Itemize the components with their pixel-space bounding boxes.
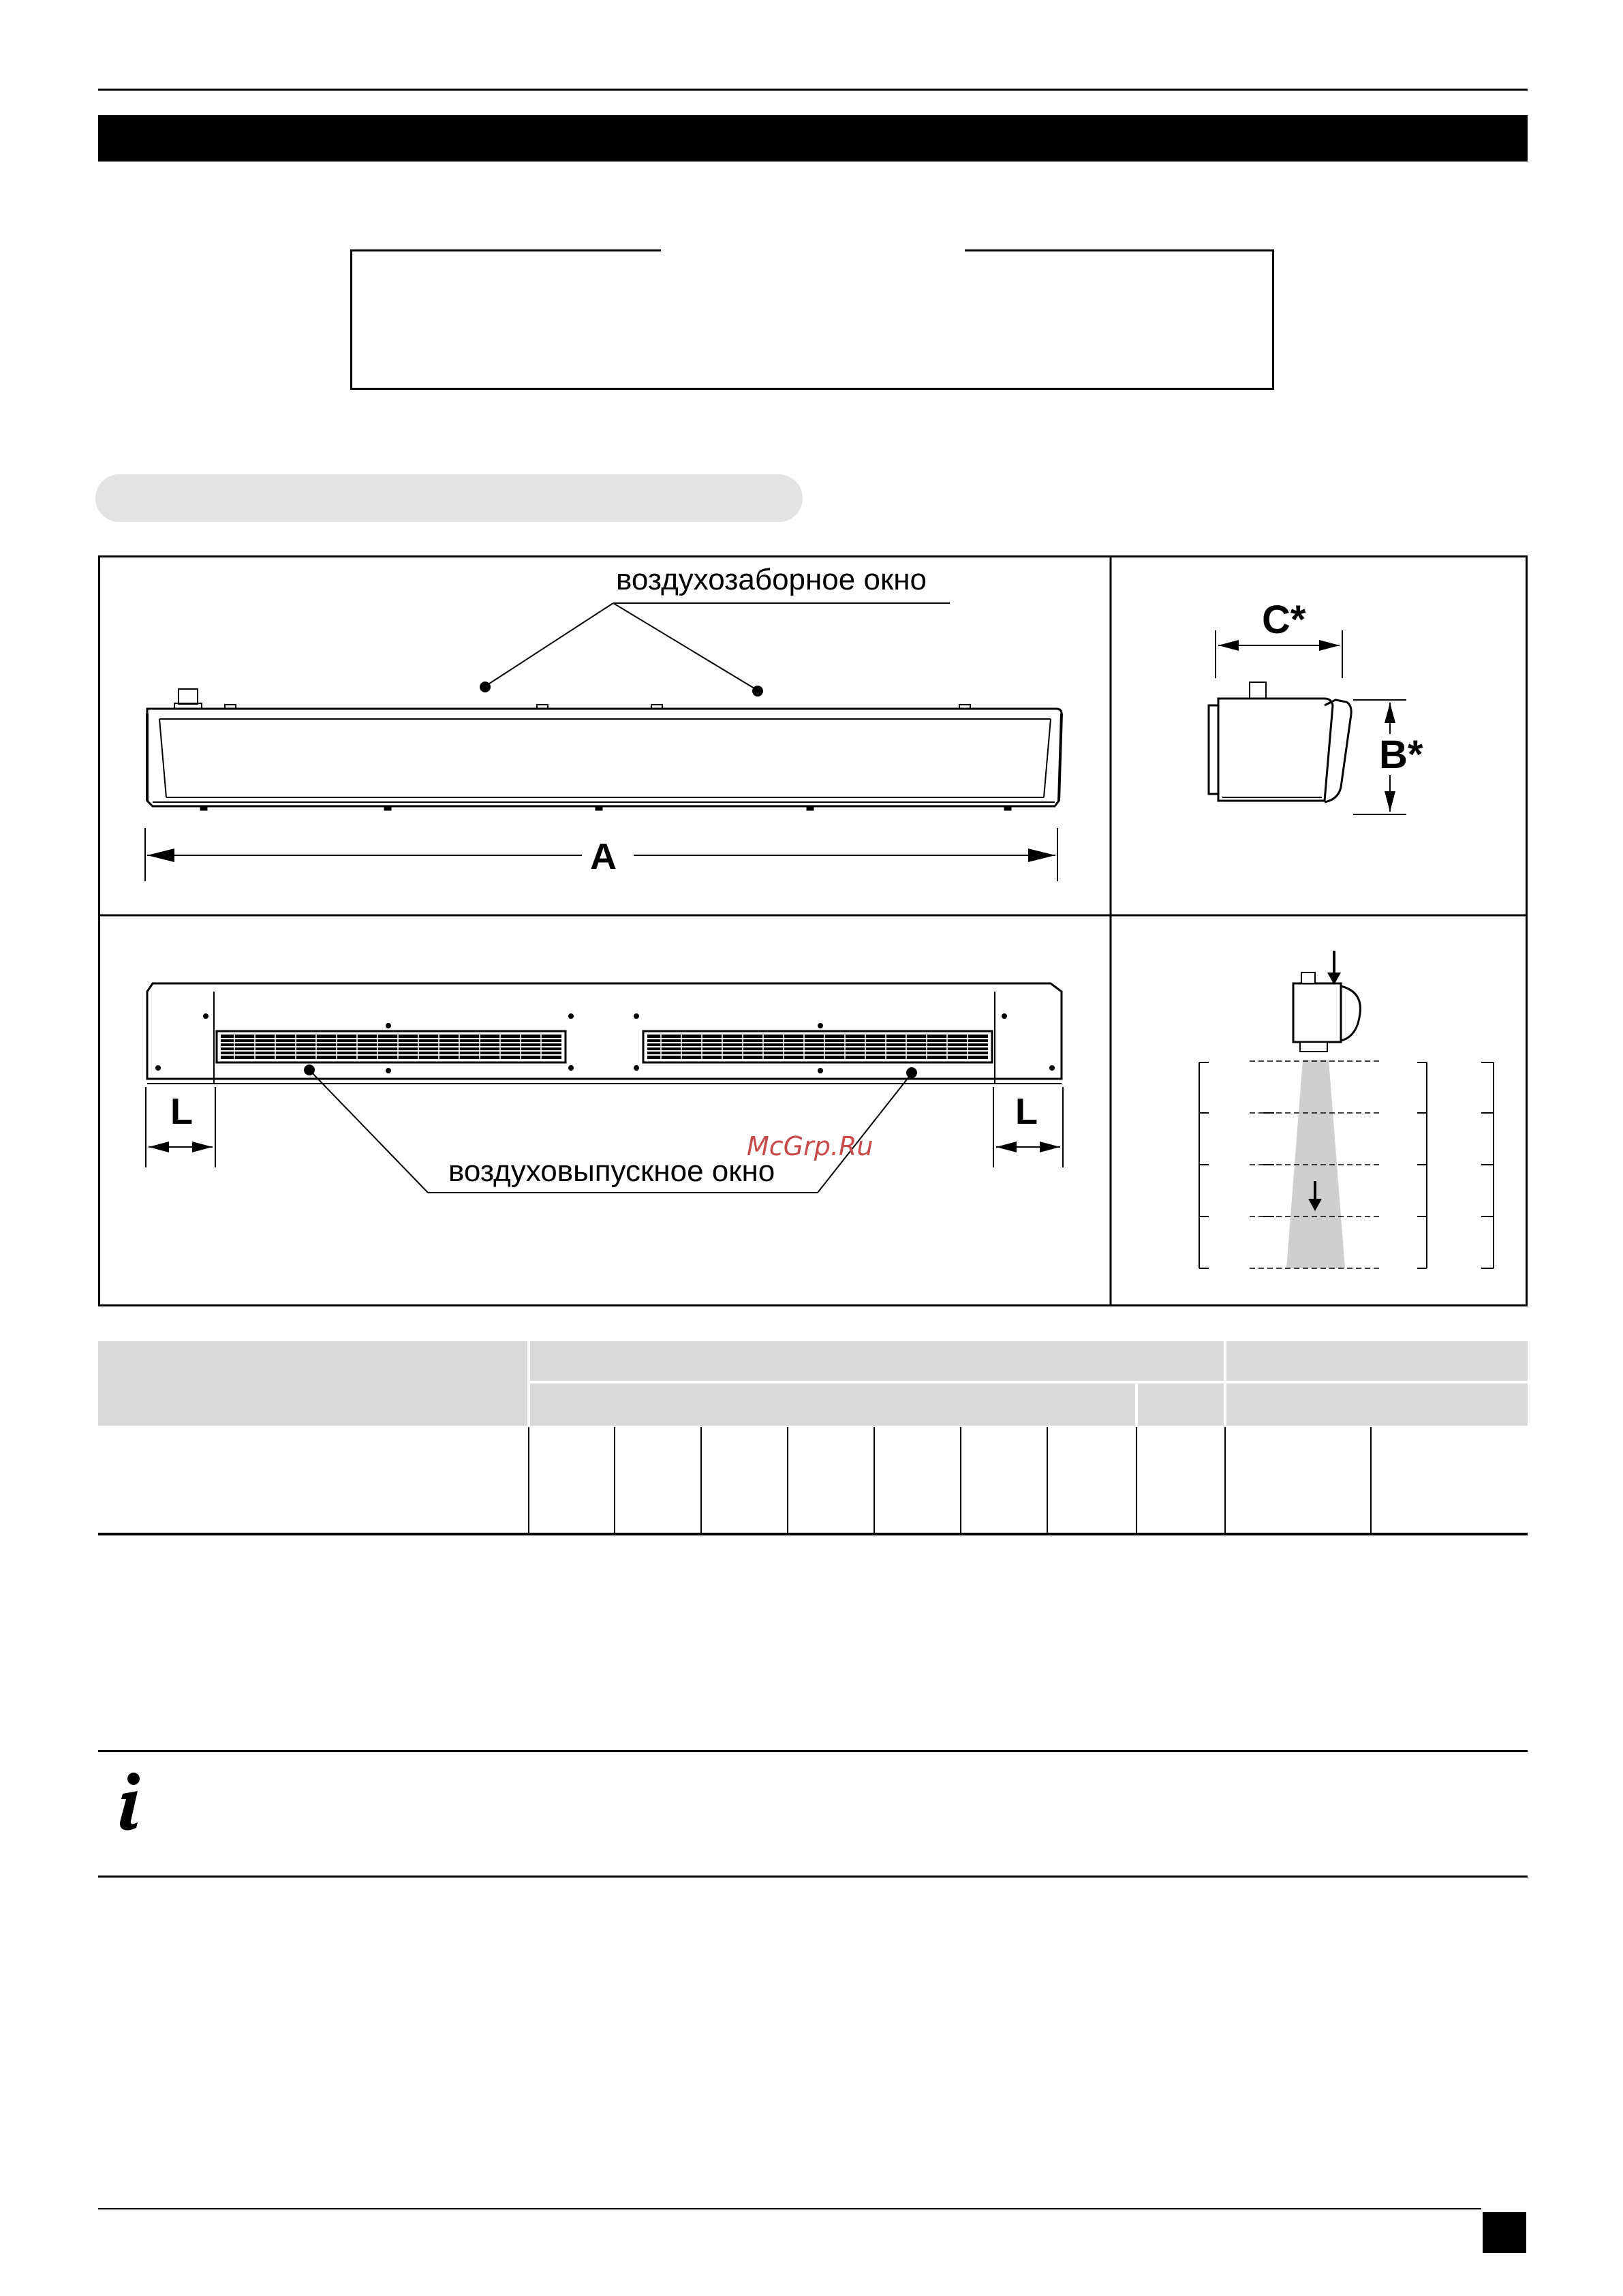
info-icon: [117, 1772, 144, 1833]
dim-b-label: B*: [1379, 733, 1423, 777]
outlet-grille-left: [217, 1031, 566, 1062]
top-rule: [98, 89, 1528, 91]
front-view-unit: [147, 689, 1062, 810]
note-rule-top: [98, 1750, 1528, 1752]
spec-table: [98, 1341, 1528, 1536]
intake-point-left: [480, 682, 491, 692]
intake-point-right: [752, 686, 763, 697]
footer-rule: [98, 2208, 1481, 2209]
intake-label: воздухозаборное окно: [616, 563, 927, 596]
dim-l-left-label: L: [170, 1091, 193, 1132]
title-frame-top-left: [350, 249, 661, 251]
dim-c-label: C*: [1262, 598, 1306, 642]
outlet-label: воздуховыпускное окно: [448, 1154, 775, 1188]
note-rule-bottom: [98, 1876, 1528, 1878]
dimension-figure: [98, 555, 1528, 1306]
title-frame-top-right: [965, 249, 1274, 251]
intake-leader: [485, 603, 950, 690]
header-bar: [98, 115, 1528, 162]
page-number-box: [1483, 2212, 1526, 2253]
side-view-unit: [1209, 682, 1351, 802]
dim-a-label: A: [590, 836, 617, 877]
section-pill: [95, 474, 803, 522]
watermark: McGrp.Ru: [747, 1131, 874, 1161]
dim-l-right-label: L: [1015, 1091, 1038, 1132]
outlet-grille-right: [643, 1031, 992, 1062]
airflow-diagram: [1199, 951, 1494, 1268]
title-frame: [350, 249, 1274, 390]
